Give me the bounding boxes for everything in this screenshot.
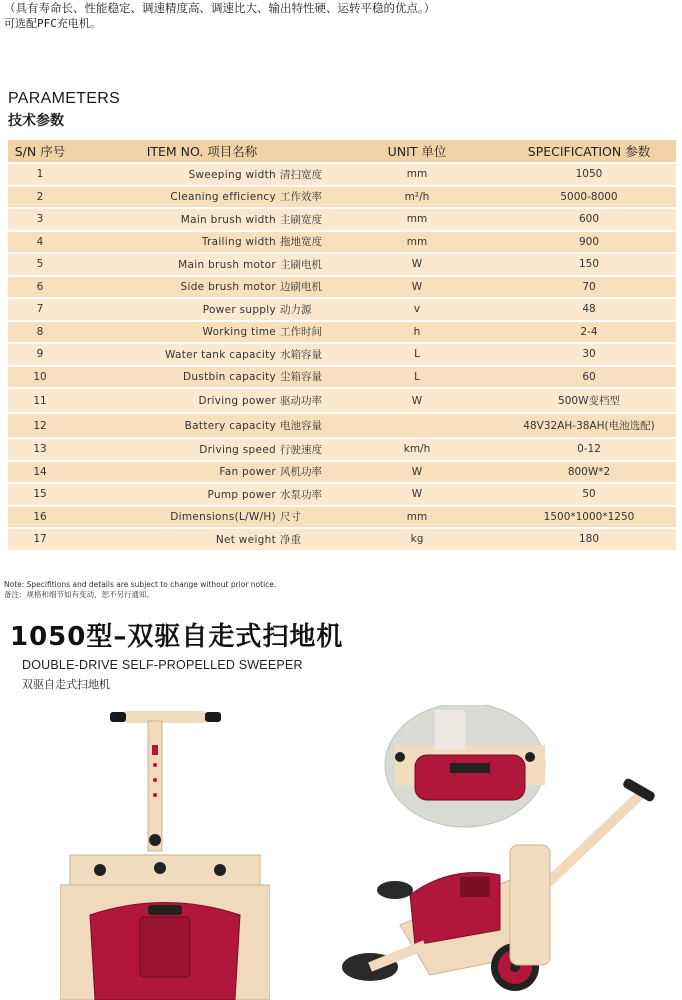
table-row [8,389,676,412]
row-spec: 900 [502,232,676,253]
row-unit: mm [332,209,502,230]
row-item-zh: 工作时间 [280,326,322,339]
row-unit: L [332,367,502,388]
row-spec: 70 [502,277,676,298]
row-item [72,367,332,388]
table-row [8,367,676,388]
note-zh: 备注：规格和细节如有变动，恕不另行通知。 [4,590,154,599]
intro-line-1: （具有寿命长、性能稳定、调速精度高、调速比大、输出特性硬、运转平稳的优点。） [4,1,436,15]
parameters-subtitle: 技术参数 [8,113,64,129]
row-item-en: Dimensions(L/W/H) [170,511,276,524]
row-item-en: Driving power [198,395,276,407]
row-item-zh: 清扫宽度 [280,168,322,181]
row-item-en: Pump power [207,488,276,501]
row-item [72,232,332,253]
row-sn: 5 [8,254,72,275]
row-unit: m²/h [332,187,502,208]
table-row [8,507,676,528]
row-sn: 14 [8,462,72,483]
row-item-en: Sweeping width [188,168,276,181]
row-item-zh: 尺寸 [280,511,301,524]
row-sn: 9 [8,344,72,365]
row-sn: 16 [8,507,72,528]
row-sn: 7 [8,299,72,320]
row-item-zh: 动力源 [280,303,312,316]
row-item [72,322,332,343]
row-item-en: Power supply [202,303,276,316]
intro-text [4,0,435,32]
row-spec: 2-4 [502,322,676,343]
row-unit: W [332,254,502,275]
row-sn: 1 [8,164,72,185]
row-sn: 13 [8,439,72,460]
row-item [72,299,332,320]
row-unit: W [332,484,502,505]
row-item [72,254,332,275]
row-spec: 1050 [502,164,676,185]
header-spec: SPECIFICATION 参数 [502,140,676,162]
row-unit: W [332,462,502,483]
spec-table-header [8,140,676,162]
row-unit: kg [332,529,502,550]
row-unit: km/h [332,439,502,460]
row-item [72,209,332,230]
row-item-zh: 主刷宽度 [280,213,322,226]
row-sn: 11 [8,389,72,412]
row-item-zh: 尘箱容量 [280,371,322,384]
row-item-en: Main brush width [180,213,276,226]
row-item [72,277,332,298]
row-item [72,344,332,365]
header-unit: UNIT 单位 [332,140,502,162]
row-spec: 50 [502,484,676,505]
row-unit [332,414,502,437]
intro-line-2: 可选配PFC充电机。 [4,17,101,30]
row-spec: 60 [502,367,676,388]
row-item-zh: 工作效率 [280,191,322,204]
row-item-en: Fan power [219,466,276,479]
row-unit: mm [332,507,502,528]
row-item [72,484,332,505]
row-item-zh: 水箱容量 [280,348,322,361]
row-item-zh: 主刷电机 [280,258,322,271]
row-item-en: Side brush motor [180,281,276,294]
row-item-en: Cleaning efficiency [170,191,276,204]
table-row [8,414,676,437]
row-item-en: Net weight [215,533,276,546]
row-sn: 2 [8,187,72,208]
row-spec: 150 [502,254,676,275]
row-sn: 12 [8,414,72,437]
note [4,580,276,600]
sweeper-front-photo [60,705,270,1000]
row-item-zh: 水泵功率 [280,488,322,501]
row-item-en: Water tank capacity [164,348,276,361]
row-spec: 48V32AH-38AH(电池选配) [502,414,676,437]
sweeper-side-photo [340,705,680,997]
row-unit: v [332,299,502,320]
row-spec: 500W变档型 [502,389,676,412]
row-sn: 8 [8,322,72,343]
row-item-en: Driving speed [199,443,276,456]
model-subtitle-en: DOUBLE-DRIVE SELF-PROPELLED SWEEPER [22,658,303,672]
row-spec: 600 [502,209,676,230]
table-row [8,164,676,185]
table-row [8,232,676,253]
row-spec: 1500*1000*1250 [502,507,676,528]
model-subtitle-zh: 双驱自走式扫地机 [22,678,110,691]
spec-table [8,138,676,552]
row-spec: 30 [502,344,676,365]
row-item-zh: 风机功率 [280,466,322,479]
table-row [8,462,676,483]
row-item [72,414,332,437]
row-item-zh: 拖地宽度 [280,236,322,249]
row-spec: 48 [502,299,676,320]
row-unit: mm [332,232,502,253]
row-unit: W [332,277,502,298]
row-unit: W [332,389,502,412]
table-row [8,529,676,550]
row-sn: 10 [8,367,72,388]
table-row [8,344,676,365]
note-en: Note: Specifitions and details are subject to change without prior notice. [4,580,277,589]
row-sn: 17 [8,529,72,550]
row-item [72,389,332,412]
row-spec: 0-12 [502,439,676,460]
row-item-en: Dustbin capacity [182,371,276,384]
table-row [8,322,676,343]
row-sn: 4 [8,232,72,253]
row-item [72,462,332,483]
spec-table-body [8,164,676,550]
model-title: 1050型–双驱自走式扫地机 [10,622,344,652]
row-spec: 800W*2 [502,462,676,483]
row-sn: 6 [8,277,72,298]
row-item [72,187,332,208]
row-item-en: Battery capacity [184,420,276,432]
parameters-title: PARAMETERS [8,90,121,107]
row-item-zh: 行驶速度 [280,443,322,456]
row-item [72,529,332,550]
table-row [8,299,676,320]
row-item-en: Main brush motor [178,258,276,271]
row-item-en: Trailing width [201,236,276,249]
table-row [8,439,676,460]
row-spec: 5000-8000 [502,187,676,208]
row-item-zh: 电池容量 [280,420,322,432]
row-unit: L [332,344,502,365]
row-item-en: Working time [202,326,276,339]
row-item-zh: 净重 [280,533,301,546]
header-sn: S/N 序号 [8,140,72,162]
table-row [8,277,676,298]
row-sn: 15 [8,484,72,505]
table-row [8,209,676,230]
row-item-zh: 驱动功率 [280,395,322,407]
row-item [72,507,332,528]
header-item: ITEM NO. 项目名称 [72,140,332,162]
row-unit: h [332,322,502,343]
row-item [72,164,332,185]
row-sn: 3 [8,209,72,230]
row-item [72,439,332,460]
table-row [8,484,676,505]
table-row [8,254,676,275]
row-unit: mm [332,164,502,185]
row-item-zh: 边刷电机 [280,281,322,294]
row-spec: 180 [502,529,676,550]
table-row [8,187,676,208]
